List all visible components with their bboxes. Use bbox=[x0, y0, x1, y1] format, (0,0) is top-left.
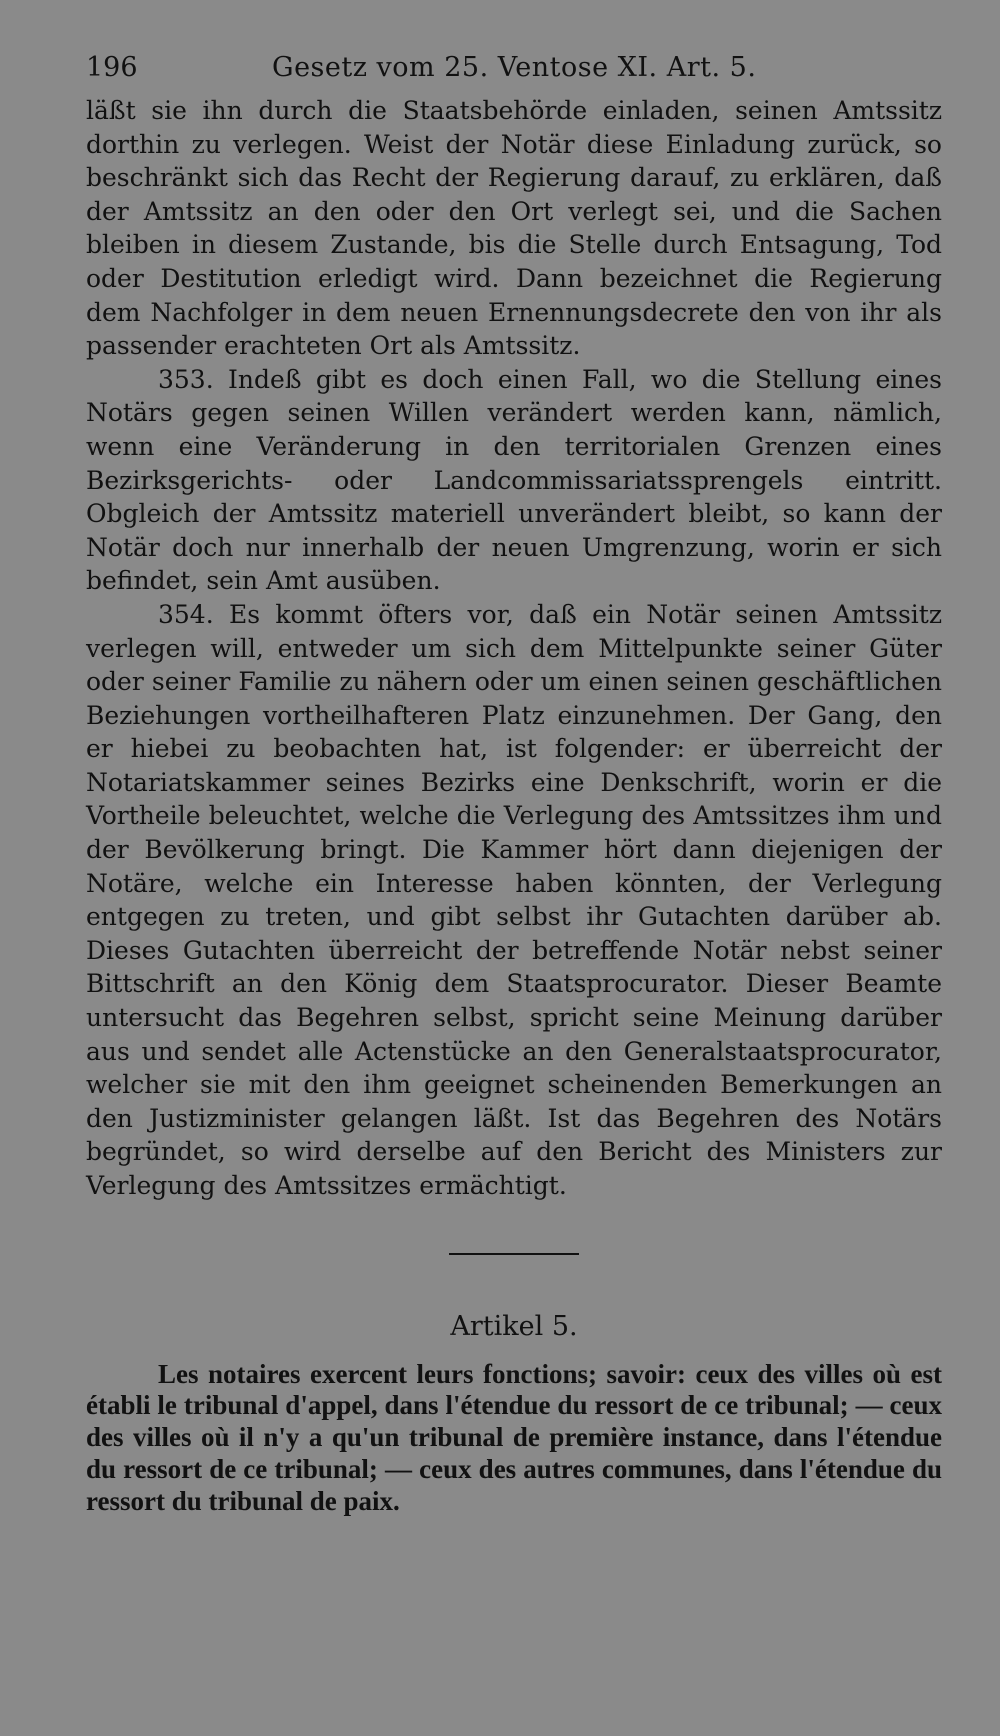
paragraph-353: 353. Indeß gibt es doch einen Fall, wo die Stellung eines Notärs gegen seinen Willen verändert werden kann, nämlich, wenn eine Veränderung in den territorialen Grenzen eines Bezirksgerichts- oder Landcommissariatssprengels eintritt. Obgleich der Amtssitz materiell unverändert bleibt, so kann der Notär doch nur innerhalb der neuen Umgrenzung, worin er sich befindet, sein Amt ausüben. bbox=[86, 364, 942, 596]
article-5-text: Les notaires exercent leurs fonctions; savoir: ceux des villes où est établi le tribunal d'appel, dans l'étendue du ressort de ce tribunal; — ceux des villes où il n'y a qu'un tribunal de première instance, dans l'étendue du ressort de ce tribunal; — ceux des autres communes, dans l'étendue du ressort du tribunal de paix. bbox=[86, 1358, 942, 1516]
running-title: Gesetz vom 25. Ventose XI. Art. 5. bbox=[272, 52, 757, 83]
section-divider bbox=[449, 1253, 579, 1255]
german-commentary bbox=[86, 94, 942, 1203]
paragraph-continuation: läßt sie ihn durch die Staatsbehörde einladen, seinen Amtssitz dorthin zu verlegen. Weist der Notär diese Einladung zurück, so beschränkt sich das Recht der Regierung darauf, zu erklären, daß der Amtssitz an den oder den Ort verlegt sei, und die Sachen bleiben in diesem Zustande, bis die Stelle durch Entsagung, Tod oder Destitution erledigt wird. Dann bezeichnet die Regierung dem Nachfolger in dem neuen Ernennungsdecrete den von ihr als passender erachteten Ort als Amtssitz. bbox=[86, 96, 942, 361]
running-header bbox=[86, 48, 942, 88]
paragraph-354: 354. Es kommt öfters vor, daß ein Notär seinen Amtssitz verlegen will, entweder um sich dem Mittelpunkte seiner Güter oder seiner Familie zu nähern oder um einen seinen geschäftlichen Beziehungen vortheilhafteren Platz einzunehmen. Der Gang, den er hiebei zu beobachten hat, ist folgender: er überreicht der Notariatskammer seines Bezirks eine Denkschrift, worin er die Vortheile beleuchtet, welche die Verlegung des Amtssitzes ihm und der Bevölkerung bringt. Die Kammer hört dann diejenigen der Notäre, welche ein Interesse haben könnten, der Verlegung entgegen zu treten, und gibt selbst ihr Gutachten darüber ab. Dieses Gutachten überreicht der betreffende Notär nebst seiner Bittschrift an den König dem Staatsprocurator. Dieser Beamte untersucht das Begehren selbst, spricht seine Meinung darüber aus und sendet alle Actenstücke an den Generalstaatsprocurator, welcher sie mit den ihm geeignet scheinenden Bemerkungen an den Justizminister gelangen läßt. Ist das Begehren des Notärs begründet, so wird derselbe auf den Bericht des Ministers zur Verlegung des Amtssitzes ermächtigt. bbox=[86, 599, 942, 1200]
book-page bbox=[86, 48, 942, 1688]
page-number: 196 bbox=[86, 52, 138, 83]
article-heading: Artikel 5. bbox=[450, 1310, 578, 1342]
french-article-text bbox=[86, 1359, 942, 1518]
